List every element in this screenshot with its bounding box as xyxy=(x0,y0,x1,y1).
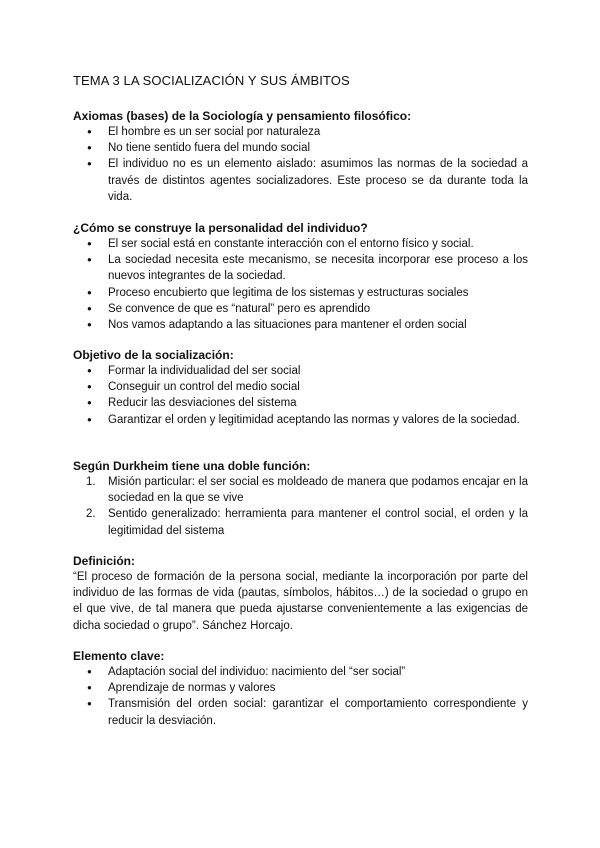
list-number: 1. xyxy=(86,476,96,488)
list-item: ● Aprendizaje de normas y valores xyxy=(73,680,528,696)
bullet-list xyxy=(73,363,528,428)
section-heading: ¿Cómo se construye la personalidad del individuo? xyxy=(73,221,368,235)
list-item: ● Formar la individualidad del ser social xyxy=(73,363,528,379)
section-personalidad xyxy=(73,220,528,333)
list-item: ● Garantizar el orden y legitimidad aceptando las normas y valores de la sociedad. xyxy=(73,412,528,428)
section-heading: Definición: xyxy=(73,554,135,568)
section-definicion xyxy=(73,553,528,634)
list-item: ● La sociedad necesita este mecanismo, se necesita incorporar ese proceso a los nuevos integrantes de la sociedad. xyxy=(73,252,528,284)
section-durkheim xyxy=(73,458,528,539)
list-item xyxy=(73,474,528,506)
bullet-list xyxy=(73,124,528,205)
list-item: ● El individuo no es un elemento aislado: asumimos las normas de la sociedad a través de distintos agentes socializadores. Este proceso se da durante toda la vida. xyxy=(73,156,528,205)
list-number: 2. xyxy=(86,508,96,521)
bullet-list xyxy=(73,236,528,333)
list-item: ● Nos vamos adaptando a las situaciones para mantener el orden social xyxy=(73,317,528,333)
list-item: ● Adaptación social del individuo: nacimiento del “ser social” xyxy=(73,664,528,680)
section-heading: Elemento clave: xyxy=(73,649,165,663)
section-axiomas xyxy=(73,108,528,205)
section-heading: Axiomas (bases) de la Sociología y pensamiento filosófico: xyxy=(73,109,412,123)
list-item: ● Reducir las desviaciones del sistema xyxy=(73,395,528,411)
list-item: ● Se convence de que es “natural” pero es aprendido xyxy=(73,301,528,317)
section-heading: Según Durkheim tiene una doble función: xyxy=(73,459,311,473)
bullet-list xyxy=(73,664,528,729)
section-elemento xyxy=(73,648,528,729)
list-item-text: Misión particular: el ser social es moldeado de manera que podamos encajar en la sociedad en la que se vive xyxy=(108,476,528,505)
list-item xyxy=(73,506,528,538)
definition-quote: “El proceso de formación de la persona social, mediante la incorporación por parte del individuo de las formas de vida (pautas, símbolos, hábitos…) de la sociedad o grupo en el que vive, de tal manera que pueda ajustarse convenientemente a las exigencias de dicha sociedad o grupo”. Sánchez Horcajo. xyxy=(73,571,528,632)
list-item-text: Sentido generalizado: herramienta para mantener el control social, el orden y la legitimidad del sistema xyxy=(108,508,528,537)
list-item: ● Conseguir un control del medio social xyxy=(73,379,528,395)
list-item: ● No tiene sentido fuera del mundo social xyxy=(73,140,528,156)
list-item: ● Transmisión del orden social: garantizar el comportamiento correspondiente y reducir la desviación. xyxy=(73,696,528,728)
page-title: TEMA 3 LA SOCIALIZACIÓN Y SUS ÁMBITOS xyxy=(73,73,350,88)
list-item: ● El ser social está en constante interacción con el entorno físico y social. xyxy=(73,236,528,252)
list-item: ● El hombre es un ser social por naturaleza xyxy=(73,124,528,140)
numbered-list xyxy=(73,474,528,539)
section-objetivo xyxy=(73,347,528,428)
section-heading: Objetivo de la socialización: xyxy=(73,348,234,362)
list-item: ● Proceso encubierto que legitima de los sistemas y estructuras sociales xyxy=(73,285,528,301)
